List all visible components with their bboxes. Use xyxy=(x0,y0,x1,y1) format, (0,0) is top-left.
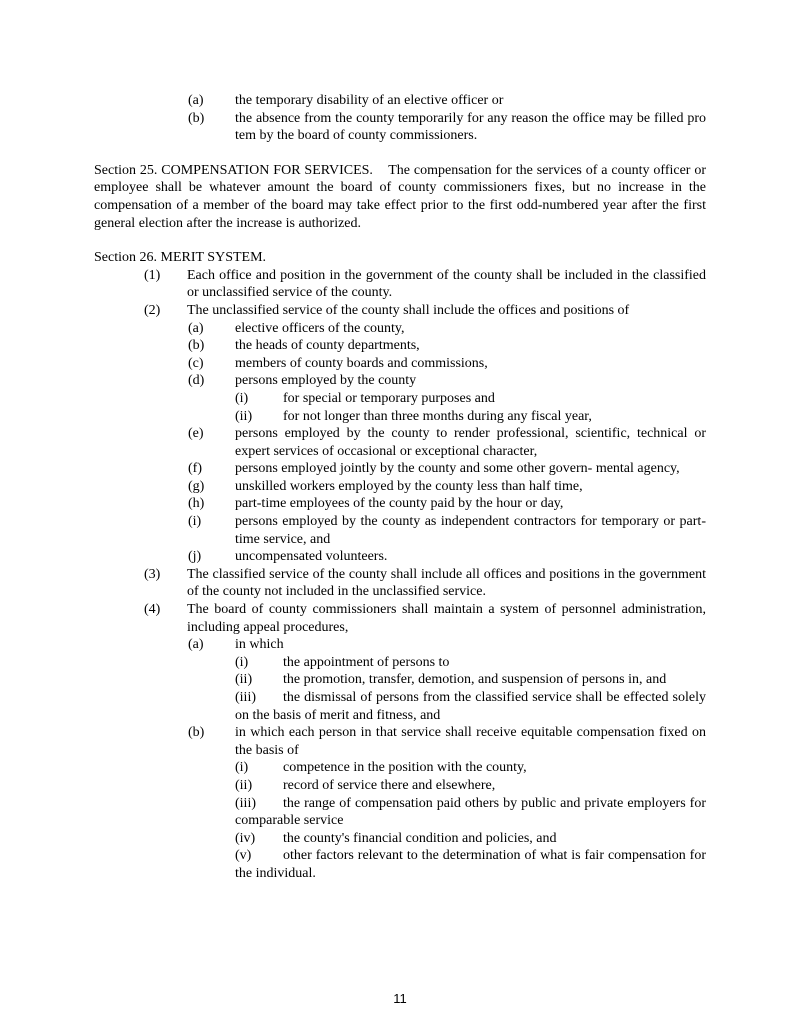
page-number: 11 xyxy=(393,991,407,1006)
list-item xyxy=(94,92,706,110)
list-label: (f) xyxy=(188,461,202,477)
list-text: the appointment of persons to xyxy=(283,654,450,670)
list-item xyxy=(94,267,706,302)
list-text: The classified service of the county shall include all offices and positions in the government of the county not included in the unclassified service. xyxy=(187,566,706,600)
list-label: (v) xyxy=(235,848,252,864)
list-text: part-time employees of the county paid by the hour or day, xyxy=(235,496,564,512)
list-item xyxy=(94,355,706,373)
list-label: (b) xyxy=(188,338,205,354)
list-label: (i) xyxy=(188,514,202,530)
list-text: in which xyxy=(235,637,284,653)
list-item xyxy=(94,654,706,672)
list-item xyxy=(94,830,706,848)
list-item xyxy=(94,460,706,478)
list-label: (d) xyxy=(188,373,205,389)
list-item xyxy=(94,777,706,795)
list-label: (2) xyxy=(144,302,161,318)
list-item xyxy=(94,671,706,689)
list-text: unskilled workers employed by the county less than half time, xyxy=(235,478,583,494)
list-item xyxy=(94,302,706,320)
list-label: (b) xyxy=(188,110,205,126)
list-text: record of service there and elsewhere, xyxy=(283,777,496,793)
list-item xyxy=(94,601,706,636)
list-text: the county's financial condition and policies, and xyxy=(283,830,557,846)
list-item xyxy=(94,372,706,390)
list-label: (iii) xyxy=(235,795,256,811)
list-label: (h) xyxy=(188,496,205,512)
section-25-body: The compensation for the services of a county officer or employee shall be whatever amount the board of county commissioners fixes, but no increase in the compensation of a member of the board may take effect prior to the first odd-numbered year after the first general election after the increase is authorized. xyxy=(94,162,707,231)
list-label: (4) xyxy=(144,602,161,618)
list-text: The board of county commissioners shall maintain a system of personnel administration, including appeal procedures, xyxy=(187,602,706,635)
list-label: (a) xyxy=(188,93,204,108)
list-text: the dismissal of persons from the classified service shall be effected solely on the basis of merit and fitness, and xyxy=(235,690,706,723)
list-text: the heads of county departments, xyxy=(235,338,420,354)
list-label: (g) xyxy=(188,478,205,494)
list-text: persons employed by the county xyxy=(235,373,417,389)
list-item xyxy=(94,320,706,338)
list-label: (ii) xyxy=(235,408,253,424)
list-text: other factors relevant to the determination of what is fair compensation for the individual. xyxy=(235,848,706,881)
list-item xyxy=(94,408,706,426)
list-text: the absence from the county temporarily for any reason the office may be filled pro tem by the board of county commissioners. xyxy=(235,110,706,144)
list-label: (i) xyxy=(235,760,249,776)
list-text: for special or temporary purposes and xyxy=(283,390,495,406)
list-text: the temporary disability of an elective officer or xyxy=(235,93,504,108)
list-label: (ii) xyxy=(235,672,253,688)
list-text: the promotion, transfer, demotion, and suspension of persons in, and xyxy=(283,672,667,688)
section-25 xyxy=(94,162,706,232)
list-label: (j) xyxy=(188,549,202,565)
document-body xyxy=(94,92,706,883)
list-label: (iv) xyxy=(235,830,256,846)
list-text: Each office and position in the government of the county shall be included in the classified or unclassified service of the county. xyxy=(187,267,706,301)
list-label: (b) xyxy=(188,725,205,741)
list-item xyxy=(94,513,706,548)
list-label: (i) xyxy=(235,654,249,670)
spacer xyxy=(94,232,706,249)
list-item xyxy=(94,390,706,408)
list-text: for not longer than three months during any fiscal year, xyxy=(283,408,592,424)
section-26-heading: Section 26. MERIT SYSTEM. xyxy=(94,250,267,266)
list-item xyxy=(94,636,706,654)
list-label: (c) xyxy=(188,355,204,371)
list-label: (e) xyxy=(188,426,204,442)
list-item xyxy=(94,110,706,145)
list-item xyxy=(94,478,706,496)
list-text: competence in the position with the county, xyxy=(283,760,527,776)
list-item xyxy=(94,724,706,759)
list-text: in which each person in that service shall receive equitable compensation fixed on the basis of xyxy=(235,725,706,758)
list-item xyxy=(94,425,706,460)
list-text: persons employed by the county as independent contractors for temporary or part-time service, and xyxy=(235,514,706,547)
list-item xyxy=(94,847,706,882)
list-item xyxy=(94,566,706,601)
spacer xyxy=(94,145,706,162)
list-text: uncompensated volunteers. xyxy=(235,549,388,565)
list-item xyxy=(94,495,706,513)
list-item xyxy=(94,337,706,355)
list-label: (i) xyxy=(235,390,249,406)
list-item xyxy=(94,795,706,830)
list-text: members of county boards and commissions, xyxy=(235,355,488,371)
list-label: (ii) xyxy=(235,777,253,793)
list-text: elective officers of the county, xyxy=(235,320,405,336)
list-label: (3) xyxy=(144,566,161,582)
list-text: persons employed jointly by the county and some other govern- mental agency, xyxy=(235,461,680,477)
list-text: persons employed by the county to render professional, scientific, technical or expert services of occasional or exceptional character, xyxy=(235,426,706,459)
section-25-heading: Section 25. COMPENSATION FOR SERVICES. xyxy=(94,162,373,178)
list-item xyxy=(94,689,706,724)
list-label: (1) xyxy=(144,267,161,283)
list-text: the range of compensation paid others by public and private employers for comparable service xyxy=(235,795,706,829)
list-item xyxy=(94,548,706,566)
list-text: The unclassified service of the county shall include the offices and positions of xyxy=(187,302,630,318)
list-label: (a) xyxy=(188,637,204,653)
list-label: (iii) xyxy=(235,690,256,705)
list-item xyxy=(94,759,706,777)
list-label: (a) xyxy=(188,320,204,336)
